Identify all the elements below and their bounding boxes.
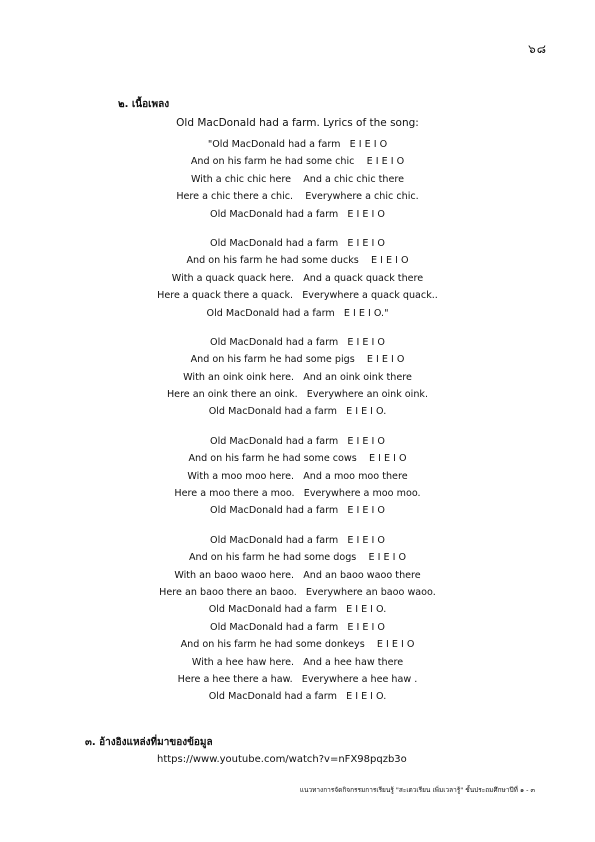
footer-text: แนวทางการจัดกิจกรรมการเรียนรู้ "สะเตวเรียน เพิ่มเวลารู้" ชั้นประถมศึกษาปีที่ ๑ - ๓ — [299, 786, 535, 794]
lyric-line: Old MacDonald had a farm E I E I O — [210, 435, 385, 447]
lyric-stanza — [0, 532, 595, 706]
reference-link[interactable]: https://www.youtube.com/watch?v=nFX98pqzb3o — [157, 754, 407, 765]
lyric-line: Old MacDonald had a farm E I E I O. — [208, 691, 387, 703]
song-title: Old MacDonald had a farm. Lyrics of the song: — [176, 117, 419, 129]
lyric-line: Old MacDonald had a farm E I E I O — [210, 237, 385, 249]
lyric-line: Here a quack there a quack. Everywhere a quack quack.. — [157, 290, 438, 302]
lyric-line: Old MacDonald had a farm E I E I O." — [206, 307, 389, 319]
page-number: ๖๘ — [528, 42, 547, 56]
lyric-line: With a moo moo here. And a moo moo there — [187, 470, 408, 482]
lyric-line: And on his farm he had some chic E I E I O — [190, 156, 405, 168]
lyric-line: And on his farm he had some dogs E I E I O — [188, 552, 407, 564]
lyric-line: And on his farm he had some pigs E I E I O — [190, 354, 405, 366]
lyric-line: And on his farm he had some donkeys E I E I O — [180, 639, 415, 651]
lyric-line: With a quack quack here. And a quack quack there — [171, 272, 424, 284]
lyric-stanza — [0, 433, 595, 520]
lyric-line: Old MacDonald had a farm E I E I O — [210, 505, 385, 517]
reference-heading: ๓. อ้างอิงแหล่งที่มาของข้อมูล — [85, 737, 213, 748]
lyric-line: Here an baoo there an baoo. Everywhere an baoo waoo. — [159, 586, 436, 598]
lyrics — [0, 136, 595, 718]
lyric-line: Old MacDonald had a farm E I E I O — [210, 208, 385, 220]
lyric-line: Old MacDonald had a farm E I E I O — [210, 534, 385, 546]
lyric-stanza — [0, 235, 595, 322]
lyric-line: "Old MacDonald had a farm E I E I O — [207, 139, 388, 150]
lyric-line: Old MacDonald had a farm E I E I O — [210, 621, 385, 633]
lyric-line: Here a hee there a haw. Everywhere a hee haw . — [177, 673, 418, 685]
lyric-line: Old MacDonald had a farm E I E I O. — [208, 604, 387, 616]
lyric-line: With a chic chic here And a chic chic there — [190, 173, 405, 185]
lyric-line: Here an oink there an oink. Everywhere an oink oink. — [166, 389, 429, 401]
lyric-stanza — [0, 334, 595, 421]
lyric-line: With a hee haw here. And a hee haw there — [191, 656, 404, 668]
section-heading: ๒. เนื้อเพลง — [118, 99, 170, 110]
lyric-line: Here a chic there a chic. Everywhere a chic chic. — [176, 191, 419, 203]
lyric-line: With an baoo waoo here. And an baoo waoo there — [174, 569, 421, 581]
lyric-line: And on his farm he had some cows E I E I O — [188, 453, 407, 465]
lyric-line: With an oink oink here. And an oink oink there — [183, 371, 412, 383]
lyric-line: Old MacDonald had a farm E I E I O. — [208, 406, 387, 418]
lyric-line: And on his farm he had some ducks E I E I O — [186, 255, 409, 267]
lyric-stanza — [0, 136, 595, 223]
lyric-line: Here a moo there a moo. Everywhere a moo moo. — [174, 488, 421, 500]
lyric-line: Old MacDonald had a farm E I E I O — [210, 336, 385, 348]
